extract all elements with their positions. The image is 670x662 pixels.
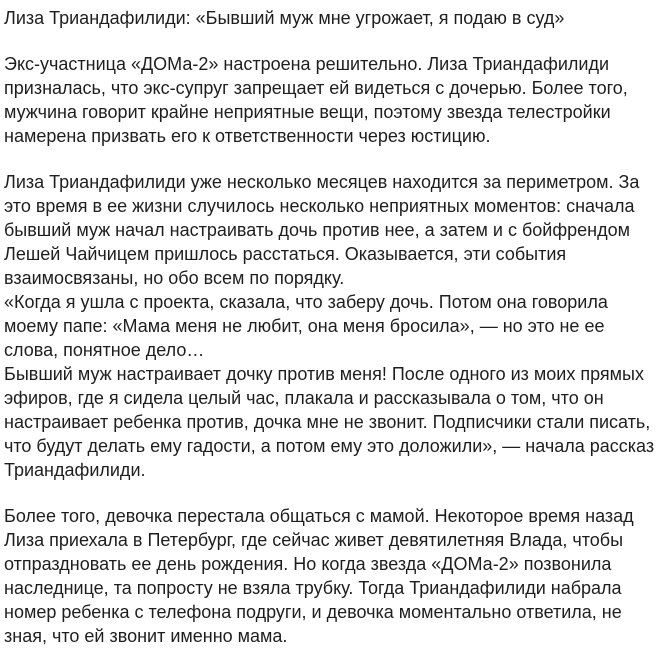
article-paragraph-intro: Экс-участница «ДОМа-2» настроена решительно. Лиза Триандафилиди призналась, что экс-супруг запрещает ей видеться с дочерью. Более того, мужчина говорит крайне неприятные вещи, поэтому звезда телестройки намерена призвать его к ответственности через юстицию. xyxy=(4,54,628,146)
article-paragraph-quote-end: Бывший муж настраивает дочку против меня! После одного из моих прямых эфиров, где я сидела целый час, плакала и рассказывала о том, что он настраивает ребенка против, дочка мне не звонит. Подписчики стали писать, что будут делать ему гадости, а потом ему это доложили», — начала рассказ Триандафилиди. xyxy=(4,364,655,480)
article-paragraph-background: Лиза Триандафилиди уже несколько месяцев находится за периметром. За это время в ее жизни случилось несколько неприятных моментов: сначала бывший муж начал настраивать дочь против нее, а затем и с бойфрендом Лешей Чайчицем пришлось расстаться. Оказывается, эти события взаимосвязаны, но обо всем по порядку. xyxy=(4,172,640,288)
article-paragraph-birthday: Более того, девочка перестала общаться с мамой. Некоторое время назад Лиза приехала в Петербург, где сейчас живет девятилетняя Влада, чтобы отпраздновать ее день рождения. Но когда звезда «ДОМа-2» позвонила наследнице, та попросту не взяла трубку. Тогда Триандафилиди набрала номер ребенка с телефона подруги, и девочка моментально ответила, не зная, что ей звонит именно мама. xyxy=(4,506,634,646)
article-paragraph-quote-start: «Когда я ушла с проекта, сказала, что заберу дочь. Потом она говорила моему папе: «Мама меня не любит, она меня бросила», — но это не ее слова, понятное дело… xyxy=(4,292,608,360)
article-title: Лиза Триандафилиди: «Бывший муж мне угрожает, я подаю в суд» xyxy=(4,8,565,28)
